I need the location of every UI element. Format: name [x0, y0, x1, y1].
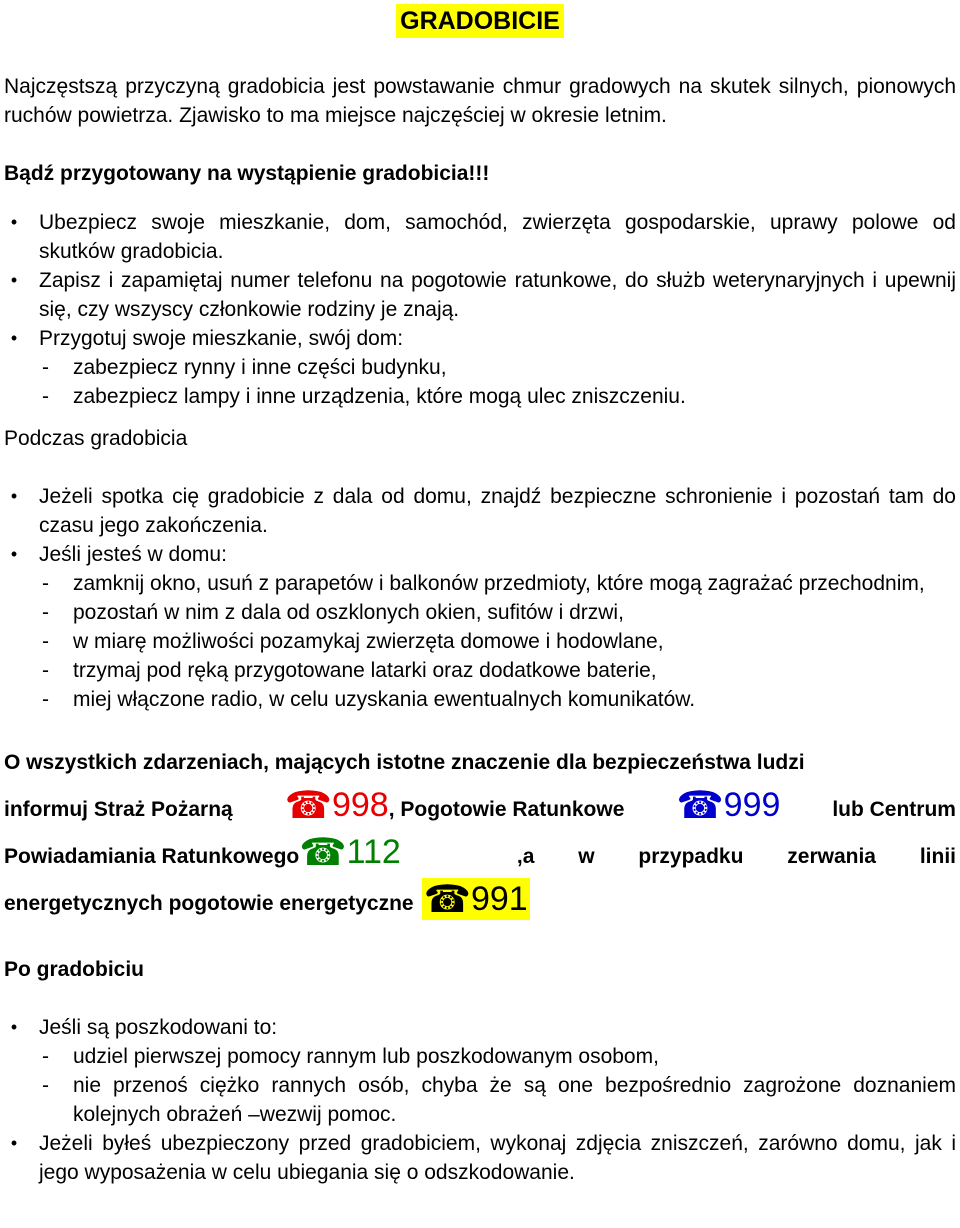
bullet-icon: • [10, 328, 18, 348]
sub-list-item [4, 1042, 956, 1071]
sub-list-item-text: w miarę możliwości pozamykaj zwierzęta domowe i hodowlane, [73, 630, 664, 653]
emergency-numbers-block [4, 742, 956, 925]
dash-icon: - [42, 601, 49, 624]
phone-icon: ☎ [423, 879, 471, 921]
alert-line-1: O wszystkich zdarzeniach, mających istotne znaczenie dla bezpieczeństwa ludzi [4, 751, 805, 774]
list-item [4, 540, 956, 569]
dash-icon: - [42, 356, 49, 379]
sub-list-item [4, 353, 956, 382]
during-list [4, 482, 956, 714]
alert-line-3 [4, 831, 956, 878]
prepare-heading: Bądź przygotowany na wystąpienie gradobicia!!! [4, 162, 490, 185]
sub-list-item [4, 598, 956, 627]
after-heading: Po gradobiciu [4, 958, 145, 981]
dash-icon: - [42, 1074, 49, 1097]
dash-icon: - [42, 688, 49, 711]
sub-list-item-text: udziel pierwszej pomocy rannym lub poszkodowanym osobom, [73, 1045, 659, 1068]
intro-paragraph: Najczęstszą przyczyną gradobicia jest powstawanie chmur gradowych na skutek silnych, pionowych ruchów powietrza. Zjawisko to ma miejsce najczęściej w okresie letnim. [4, 75, 956, 127]
list-item [4, 208, 956, 266]
ambulance-phone [676, 784, 780, 826]
bullet-icon: • [10, 1133, 18, 1153]
alert-line-2 [4, 784, 956, 831]
page-title: GRADOBICIE [396, 4, 564, 38]
fire-number: 998 [331, 786, 389, 824]
bullet-icon: • [10, 486, 18, 506]
list-item-text: Ubezpiecz swoje mieszkanie, dom, samochód, zwierzęta gospodarskie, uprawy polowe od skutków gradobicia. [39, 211, 956, 263]
list-item-text: Jeśli są poszkodowani to: [39, 1016, 278, 1039]
alert-energy-intro: ,a w przypadku zerwania linii [516, 845, 956, 868]
sub-list-item-text: zamknij okno, usuń z parapetów i balkonów przedmioty, które mogą zagrażać przechodnim, [73, 572, 925, 595]
list-item-text: Jeżeli spotka cię gradobicie z dala od domu, znajdź bezpieczne schronienie i pozostań tam do czasu jego zakończenia. [39, 485, 956, 537]
bullet-icon: • [10, 270, 18, 290]
alert-energy-label: energetycznych pogotowie energetyczne [4, 892, 414, 915]
list-item [4, 482, 956, 540]
dash-icon: - [42, 1045, 49, 1068]
phone-icon: ☎ [676, 785, 724, 827]
alert-emergency-label: Powiadamiania Ratunkowego [4, 845, 300, 868]
dash-icon: - [42, 385, 49, 408]
during-heading: Podczas gradobicia [4, 427, 188, 450]
dash-icon: - [42, 572, 49, 595]
sub-list-item [4, 569, 956, 598]
phone-icon: ☎ [284, 785, 332, 827]
energy-phone [422, 878, 530, 920]
list-item-text: Zapisz i zapamiętaj numer telefonu na pogotowie ratunkowe, do służb weterynaryjnych i upewnij się, czy wszyscy członkowie rodziny je znają. [39, 269, 956, 321]
prepare-list [4, 208, 956, 411]
list-item [4, 266, 956, 324]
bullet-icon: • [10, 544, 18, 564]
sub-list-item-text: pozostań w nim z dala od oszklonych okien, sufitów i drzwi, [73, 601, 624, 624]
list-item [4, 1013, 956, 1042]
title-wrap [4, 0, 956, 40]
list-item [4, 1129, 956, 1187]
sub-list-item [4, 656, 956, 685]
bullet-icon: • [10, 1017, 18, 1037]
dash-icon: - [42, 630, 49, 653]
after-list [4, 1013, 956, 1187]
energy-number: 991 [470, 880, 528, 918]
sub-list-item-text: trzymaj pod ręką przygotowane latarki oraz dodatkowe baterie, [73, 659, 657, 682]
list-item [4, 324, 956, 353]
sub-list-item [4, 685, 956, 714]
list-item-text: Jeśli jesteś w domu: [39, 543, 227, 566]
list-item-text: Jeżeli byłeś ubezpieczony przed gradobiciem, wykonaj zdjęcia zniszczeń, zarówno domu, jak i jego wyposażenia w celu ubiegania się o odszkodowanie. [39, 1132, 956, 1184]
list-item-text: Przygotuj swoje mieszkanie, swój dom: [39, 327, 404, 350]
alert-centrum-label: lub Centrum [832, 798, 956, 821]
sub-list-item [4, 627, 956, 656]
sub-list-item [4, 1071, 956, 1129]
phone-icon: ☎ [299, 832, 347, 874]
sub-list-item-text: miej włączone radio, w celu uzyskania ewentualnych komunikatów. [73, 688, 696, 711]
sub-list-item-text: nie przenoś ciężko rannych osób, chyba że są one bezpośrednio zagrożone doznaniem kolejnych obrażeń –wezwij pomoc. [73, 1074, 956, 1126]
alert-line-4 [4, 878, 956, 925]
ambulance-number: 999 [723, 786, 781, 824]
alert-fire-label: informuj Straż Pożarną [4, 798, 233, 821]
sub-list-item [4, 382, 956, 411]
sub-list-item-text: zabezpiecz rynny i inne części budynku, [73, 356, 447, 379]
sub-list-item-text: zabezpiecz lampy i inne urządzenia, które mogą ulec zniszczeniu. [73, 385, 686, 408]
fire-phone [285, 784, 625, 831]
emergency-phone [4, 831, 401, 878]
dash-icon: - [42, 659, 49, 682]
bullet-icon: • [10, 212, 18, 232]
emergency-number: 112 [346, 833, 401, 871]
alert-ambulance-label: , Pogotowie Ratunkowe [388, 798, 625, 821]
